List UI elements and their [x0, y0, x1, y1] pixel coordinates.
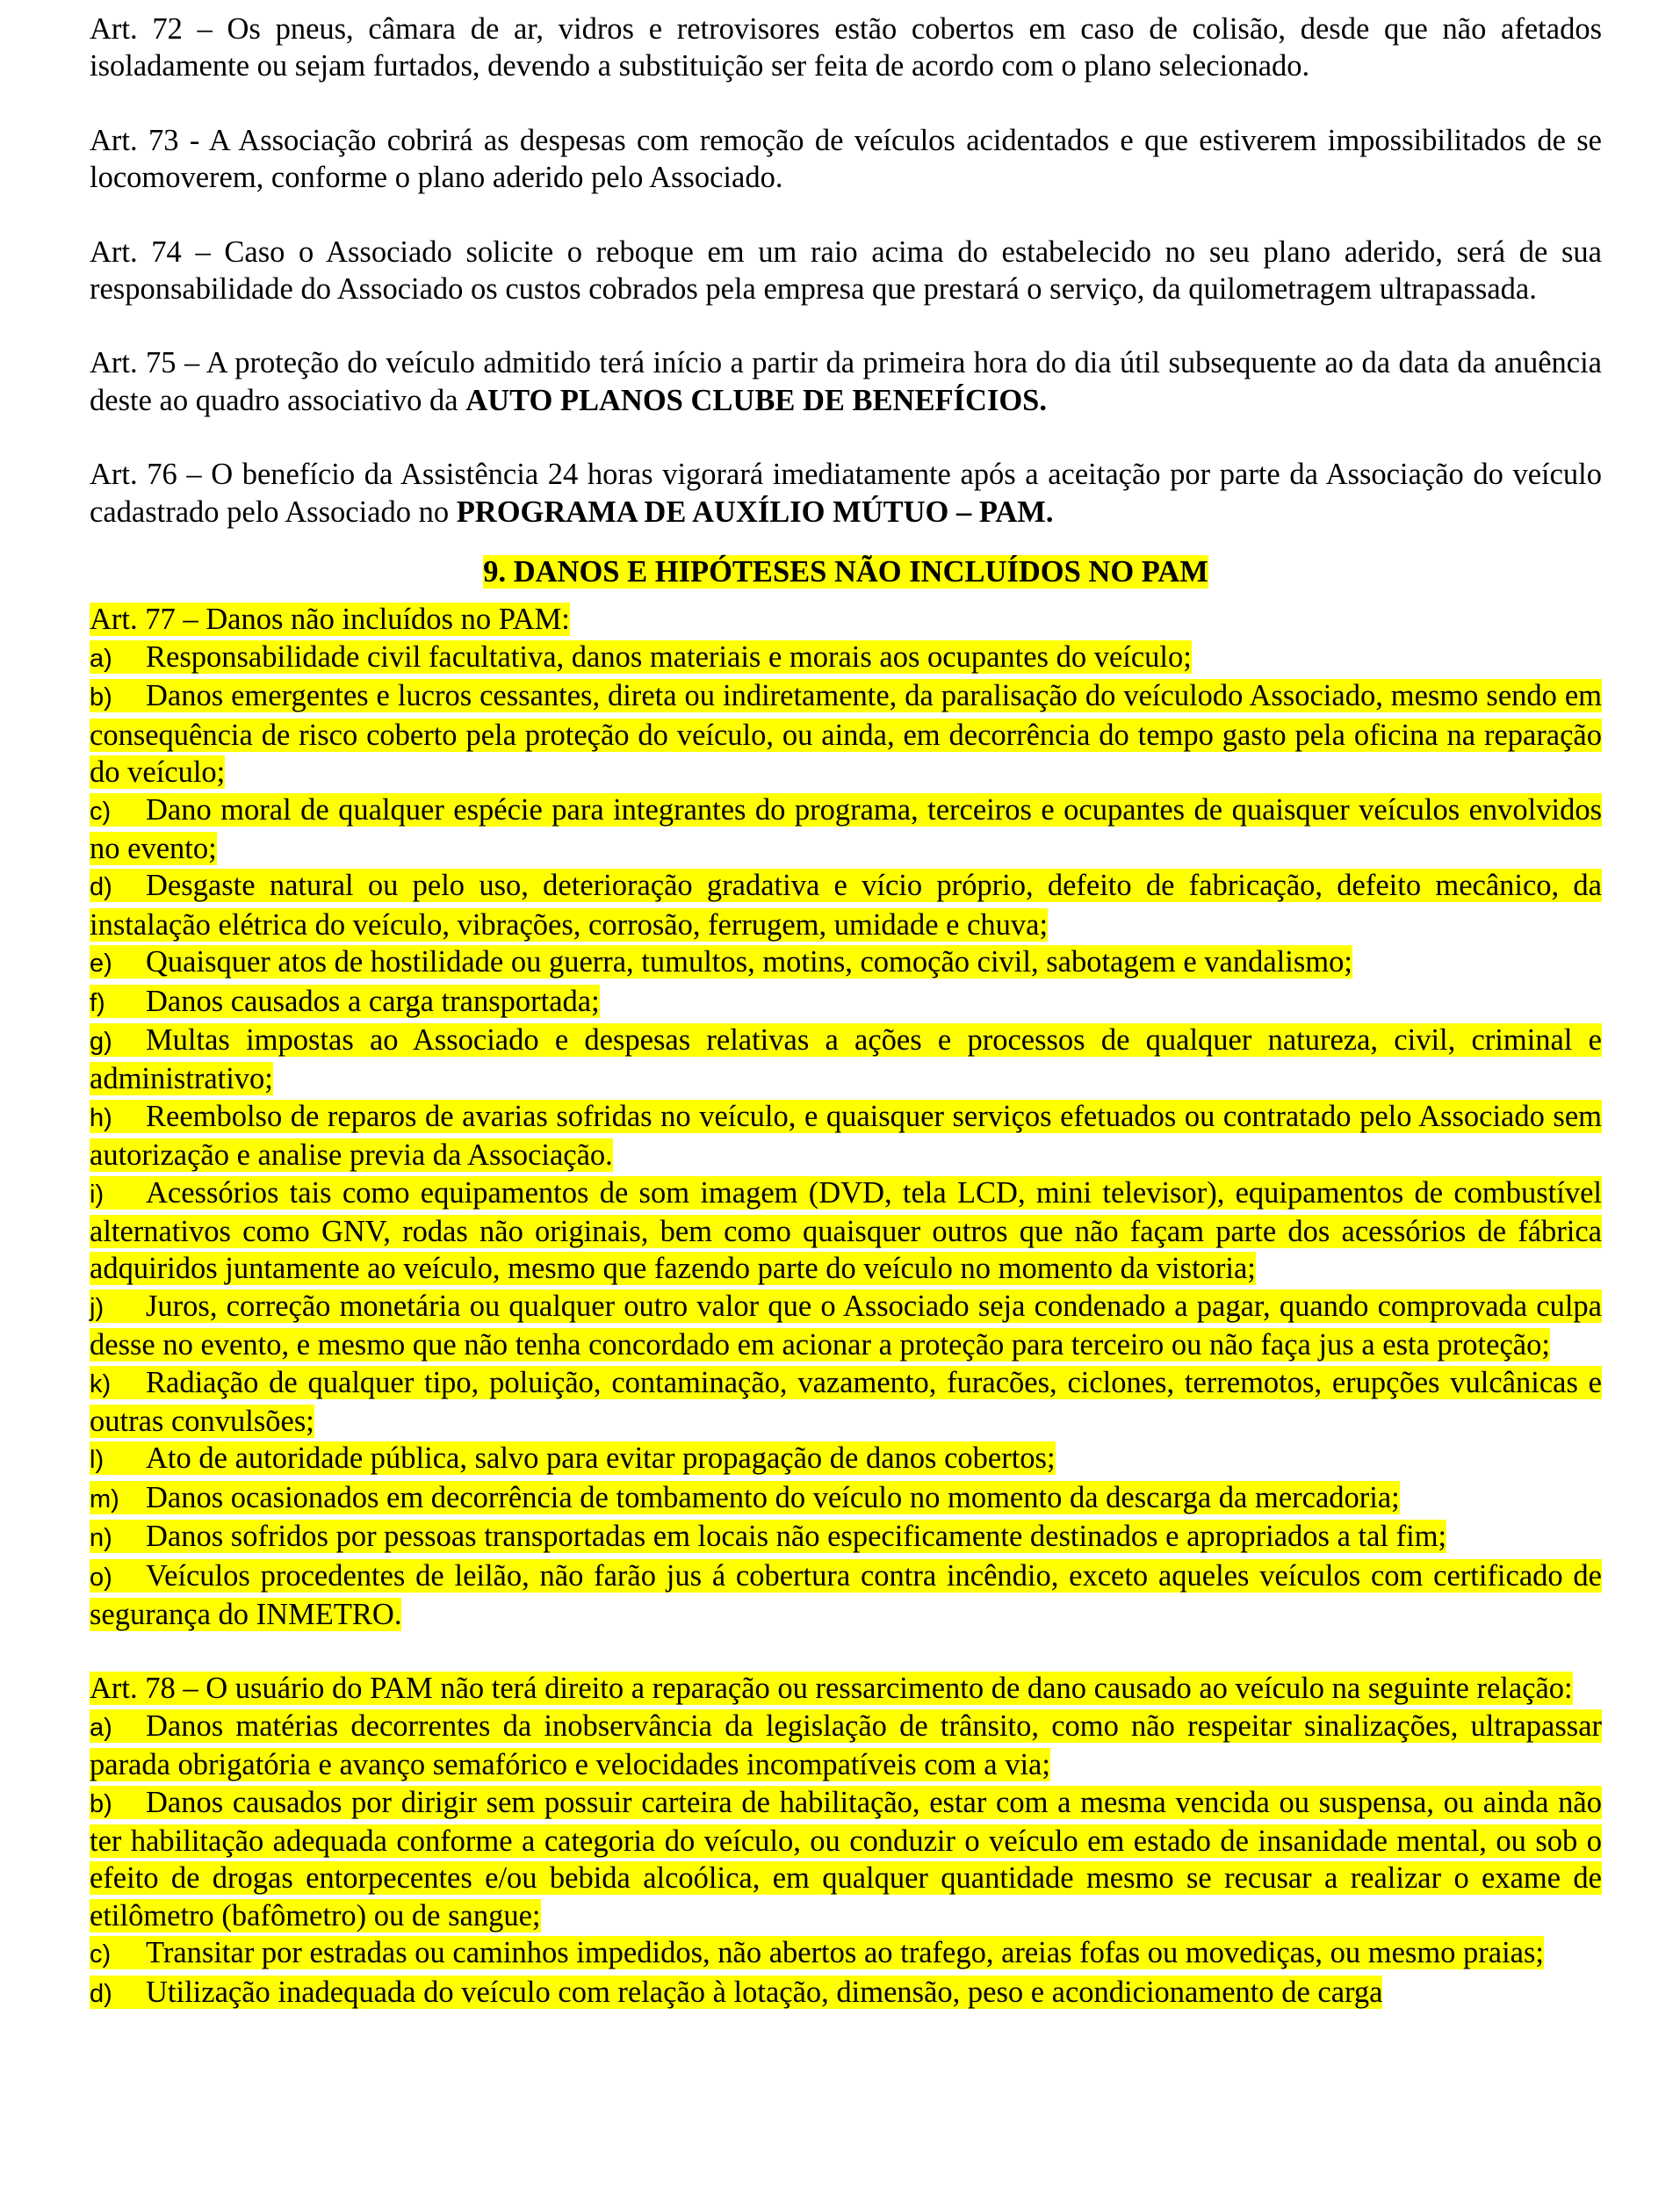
list-item: [90, 677, 1602, 791]
list-item-text: Quaisquer atos de hostilidade ou guerra, tumultos, motins, comoção civil, sabotagem e vandalismo;: [146, 945, 1352, 979]
list-item: [90, 1974, 1602, 2012]
list-item-highlight: [90, 1936, 1544, 1969]
list-item-highlight: [90, 640, 1192, 674]
list-item-letter: k): [90, 1369, 112, 1398]
list-item-letter: n): [90, 1524, 112, 1553]
art-77-intro-text: Art. 77 – Danos não incluídos no PAM:: [90, 603, 570, 637]
spacer: [90, 1633, 1602, 1670]
art-77-intro: [90, 601, 1602, 638]
list-item-text: Dano moral de qualquer espécie para integrantes do programa, terceiros e ocupantes de quaisquer veículos envolvidos no evento;: [90, 792, 1602, 865]
list-item: [90, 1364, 1602, 1441]
list-item-highlight: [90, 1176, 1602, 1286]
art-75: [90, 344, 1602, 419]
document-body: [90, 11, 1602, 2012]
list-item: [90, 1479, 1602, 1518]
list-item-highlight: [90, 1786, 1602, 1932]
list-item-letter: a): [90, 1713, 112, 1742]
art-76-bold: PROGRAMA DE AUXÍLIO MÚTUO – PAM.: [456, 495, 1054, 529]
section-heading-text: 9. DANOS E HIPÓTESES NÃO INCLUÍDOS NO PAM: [483, 555, 1208, 589]
list-item: [90, 1440, 1602, 1478]
art-75-text: Art. 75 – A proteção do veículo admitido terá início a partir da primeira hora do dia útil subsequente ao da data da anuência deste ao quadro associativo da: [90, 346, 1602, 417]
art-78-intro: [90, 1670, 1602, 1707]
list-item-highlight: [90, 1481, 1400, 1514]
list-item: [90, 867, 1602, 943]
list-item-highlight: [90, 793, 1602, 865]
list-item-letter: i): [90, 1180, 105, 1209]
list-item-letter: l): [90, 1446, 105, 1475]
list-item-letter: m): [90, 1484, 119, 1513]
list-item-text: Acessórios tais como equipamentos de som imagem (DVD, tela LCD, mini televisor), equipamentos de combustível alternativos como GNV, rodas não originais, bem como quaisquer outros que não façam parte dos acessórios de fábrica adquiridos juntamente ao veículo, mesmo que fazendo parte do veículo no momento da vistoria;: [90, 1175, 1602, 1286]
list-item-letter: c): [90, 797, 112, 826]
list-item-highlight: [90, 869, 1602, 941]
list-item-text: Juros, correção monetária ou qualquer outro valor que o Associado seja condenado a pagar, quando comprovada culpa desse no evento, e mesmo que não tenha concordado em acionar a proteção para terceiro ou não faça jus a esta proteção;: [90, 1289, 1602, 1362]
list-item: [90, 791, 1602, 868]
list-item: [90, 1784, 1602, 1935]
list-item-text: Radiação de qualquer tipo, poluição, contaminação, vazamento, furacões, ciclones, terremotos, erupções vulcânicas e outras convulsões;: [90, 1365, 1602, 1438]
list-item-highlight: [90, 1441, 1056, 1475]
list-item-letter: f): [90, 988, 105, 1017]
list-item: [90, 1518, 1602, 1557]
list-item-text: Utilização inadequada do veículo com relação à lotação, dimensão, peso e acondicionamento de carga: [146, 1975, 1383, 2009]
list-item: [90, 1174, 1602, 1288]
art-78-intro-text: Art. 78 – O usuário do PAM não terá direito a reparação ou ressarcimento de dano causado ao veículo na seguinte relação:: [90, 1672, 1573, 1706]
list-item-letter: e): [90, 950, 112, 979]
list-item-letter: h): [90, 1103, 112, 1132]
list-item-highlight: [90, 679, 1602, 789]
art-78: [90, 1670, 1602, 2012]
list-item-highlight: [90, 1366, 1602, 1438]
list-item-letter: b): [90, 683, 112, 712]
list-item: [90, 639, 1602, 677]
list-item: [90, 1288, 1602, 1364]
list-item-text: Reembolso de reparos de avarias sofridas no veículo, e quaisquer serviços efetuados ou contratado pelo Associado sem autorização e analise previa da Associação.: [90, 1099, 1602, 1173]
list-item-highlight: [90, 1559, 1602, 1631]
art-76-text: Art. 76 – O benefício da Assistência 24 horas vigorará imediatamente após a aceitação por parte da Associação do veículo cadastrado pelo Associado no: [90, 458, 1602, 529]
list-item-text: Multas impostas ao Associado e despesas relativas a ações e processos de qualquer natureza, civil, criminal e administrativo;: [90, 1022, 1602, 1096]
list-item-text: Responsabilidade civil facultativa, danos materiais e morais aos ocupantes do veículo;: [146, 639, 1192, 674]
list-item: [90, 1557, 1602, 1634]
list-item-letter: b): [90, 1789, 112, 1818]
list-item-highlight: [90, 1023, 1602, 1095]
list-item-text: Veículos procedentes de leilão, não farão jus á cobertura contra incêndio, exceto aqueles veículos com certificado de segurança do INMETRO.: [90, 1558, 1602, 1632]
art-76: [90, 456, 1602, 531]
list-item-text: Danos causados por dirigir sem possuir carteira de habilitação, estar com a mesma vencida ou suspensa, ou ainda não ter habilitação adequada conforme a categoria do veículo, ou conduzir o veículo em estado de insanidade mental, ou sob o efeito de drogas entorpecentes e/ou bebida alcoólica, em qualquer quantidade mesmo se recusar a realizar o exame de etilômetro (bafômetro) ou de sangue;: [90, 1785, 1602, 1932]
list-item-letter: o): [90, 1563, 112, 1592]
list-item-letter: d): [90, 873, 112, 902]
list-item-text: Danos emergentes e lucros cessantes, direta ou indiretamente, da paralisação do veículodo Associado, mesmo sendo em consequência de risco coberto pela proteção do veículo, ou ainda, em decorrência do tempo gasto pela oficina na reparação do veículo;: [90, 679, 1602, 790]
list-item: [90, 1022, 1602, 1098]
list-item: [90, 1098, 1602, 1174]
list-item-highlight: [90, 985, 600, 1018]
art-78-list: [90, 1708, 1602, 2012]
list-item-highlight: [90, 1976, 1382, 2009]
art-75-bold: AUTO PLANOS CLUBE DE BENEFÍCIOS.: [465, 383, 1047, 417]
list-item-text: Desgaste natural ou pelo uso, deterioração gradativa e vício próprio, defeito de fabricação, defeito mecânico, da instalação elétrica do veículo, vibrações, corrosão, ferrugem, umidade e chuva;: [90, 869, 1602, 942]
list-item-highlight: [90, 945, 1352, 979]
list-item-letter: j): [90, 1293, 105, 1322]
list-item-text: Ato de autoridade pública, salvo para evitar propagação de danos cobertos;: [146, 1441, 1056, 1476]
list-item-highlight: [90, 1289, 1602, 1362]
list-item-highlight: [90, 1520, 1446, 1553]
list-item: [90, 943, 1602, 982]
list-item-text: Danos matérias decorrentes da inobservância da legislação de trânsito, como não respeitar sinalizações, ultrapassar parada obrigatória e avanço semafórico e velocidades incompatíveis com a via;: [90, 1708, 1602, 1782]
list-item-text: Danos ocasionados em decorrência de tombamento do veículo no momento da descarga da mercadoria;: [146, 1480, 1400, 1514]
art-74: Art. 74 – Caso o Associado solicite o reboque em um raio acima do estabelecido no seu plano aderido, será de sua responsabilidade do Associado os custos cobrados pela empresa que prestará o serviço, da quilometragem ultrapassada.: [90, 235, 1602, 307]
list-item-letter: g): [90, 1027, 112, 1056]
list-item-letter: c): [90, 1940, 112, 1969]
list-item-text: Transitar por estradas ou caminhos impedidos, não abertos ao trafego, areias fofas ou movediças, ou mesmo praias;: [146, 1936, 1545, 1970]
art-72: Art. 72 – Os pneus, câmara de ar, vidros e retrovisores estão cobertos em caso de colisão, desde que não afetados isoladamente ou sejam furtados, devendo a substituição ser feita de acordo com o plano selecionado.: [90, 12, 1602, 83]
art-77: [90, 601, 1602, 1633]
section-heading: [90, 553, 1602, 590]
art-73: Art. 73 - A Associação cobrirá as despesas com remoção de veículos acidentados e que estiverem impossibilitados de se locomoverem, conforme o plano aderido pelo Associado.: [90, 123, 1602, 195]
list-item: [90, 1934, 1602, 1973]
list-item: [90, 983, 1602, 1022]
list-item-highlight: [90, 1100, 1602, 1172]
list-item-highlight: [90, 1709, 1602, 1781]
list-item: [90, 1708, 1602, 1784]
list-item-letter: a): [90, 644, 112, 673]
list-item-text: Danos causados a carga transportada;: [146, 984, 600, 1018]
art-77-list: [90, 639, 1602, 1634]
list-item-letter: d): [90, 1979, 112, 2008]
list-item-text: Danos sofridos por pessoas transportadas em locais não especificamente destinados e apropriados a tal fim;: [146, 1520, 1447, 1554]
